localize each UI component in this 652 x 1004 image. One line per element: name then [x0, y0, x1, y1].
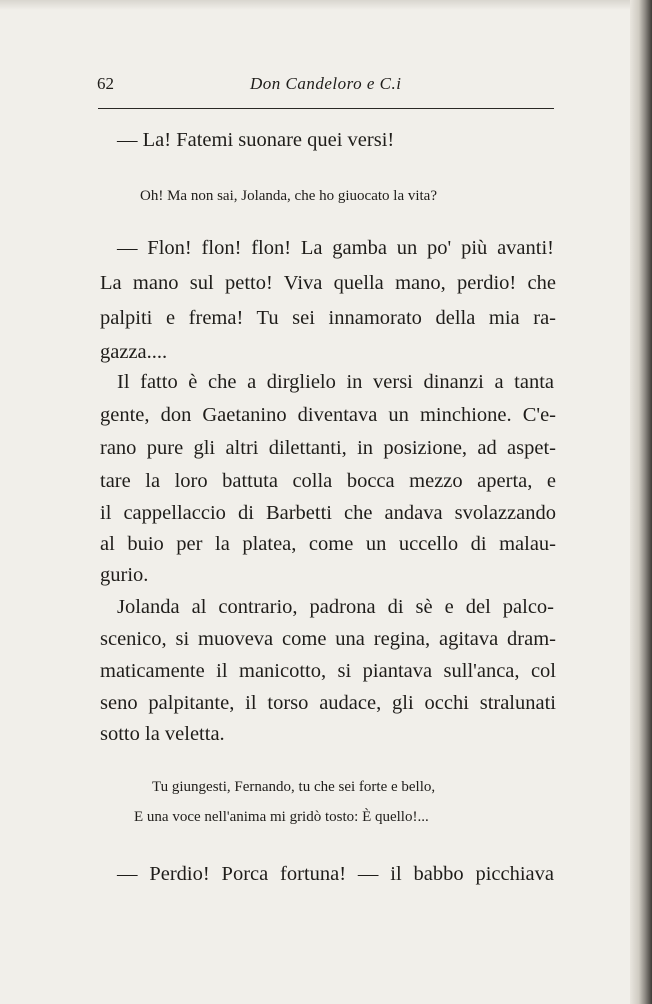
header-rule — [98, 108, 554, 109]
text-line: scenico, si muoveva come una regina, agitava dram- — [100, 628, 556, 650]
running-title: Don Candeloro e C.i — [250, 74, 402, 93]
text-line: gurio. — [100, 564, 149, 586]
text-line: seno palpitante, il torso audace, gli occhi stralunati — [100, 692, 556, 714]
text-line: al buio per la platea, come un uccello di malau- — [100, 533, 556, 555]
text-line: gazza.... — [100, 341, 168, 363]
dialogue-line: — Perdio! Porca fortuna! — il babbo picchiava — [117, 863, 554, 885]
text-line: sotto la veletta. — [100, 723, 225, 745]
text-line: maticamente il manicotto, si piantava sull'anca, col — [100, 660, 556, 682]
text-line: rano pure gli altri dilettanti, in posizione, ad aspet- — [100, 437, 556, 459]
verse-quote-line: Tu giungesti, Fernando, tu che sei forte e bello, — [152, 779, 436, 795]
text-line: il cappellaccio di Barbetti che andava svolazzando — [100, 502, 556, 524]
text-line: — Flon! flon! flon! La gamba un po' più avanti! — [117, 237, 554, 259]
text-line: gente, don Gaetanino diventava un minchione. C'e- — [100, 404, 556, 426]
page-number: 62 — [97, 74, 114, 93]
page-spine-shadow — [630, 0, 652, 1004]
verse-quote-line: E una voce nell'anima mi gridò tosto: È quello!... — [134, 809, 429, 825]
verse-quote-line: Oh! Ma non sai, Jolanda, che ho giuocato la vita? — [140, 188, 437, 204]
running-header — [0, 74, 652, 98]
text-line: palpiti e frema! Tu sei innamorato della mia ra- — [100, 307, 556, 329]
text-line: tare la loro battuta colla bocca mezzo aperta, e — [100, 470, 556, 492]
page-top-shadow — [0, 0, 652, 10]
text-line: Jolanda al contrario, padrona di sè e del palco- — [117, 596, 554, 618]
text-line: Il fatto è che a dirglielo in versi dinanzi a tanta — [117, 371, 554, 393]
dialogue-line: — La! Fatemi suonare quei versi! — [117, 129, 395, 151]
text-line: La mano sul petto! Viva quella mano, perdio! che — [100, 272, 556, 294]
